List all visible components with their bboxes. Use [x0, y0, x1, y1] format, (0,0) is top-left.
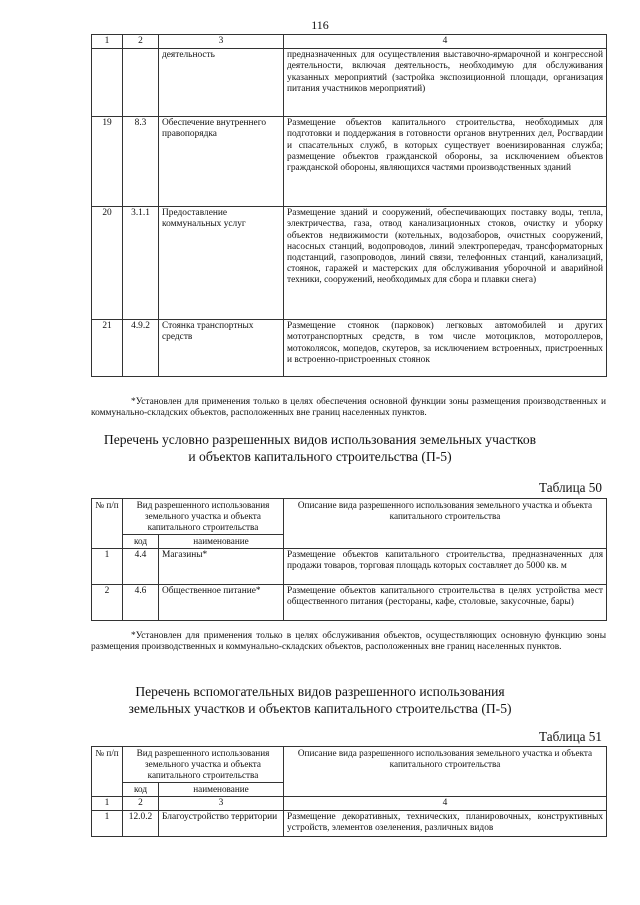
- table-row: [92, 207, 607, 320]
- table-column-numbers: [92, 35, 607, 49]
- table-row: [92, 811, 607, 837]
- col-number: 2: [123, 35, 159, 49]
- page-number: 116: [311, 18, 329, 32]
- row-description: Размещение декоративных, технических, планировочных, конструктивных устройств, элементов озеленения, различных видов: [284, 811, 607, 837]
- row-code: [123, 49, 159, 117]
- header-name: наименование: [159, 535, 284, 549]
- heading-line: Перечень условно разрешенных видов использования земельных участков: [103, 432, 537, 447]
- col-number: 1: [92, 797, 123, 811]
- header-number: № п/п: [92, 747, 123, 797]
- row-name: Благоустройство территории: [159, 811, 284, 837]
- col-number: 3: [159, 35, 284, 49]
- heading-line: и объектов капитального строительства (П-5): [188, 449, 452, 464]
- section-heading: [60, 431, 580, 465]
- table-header-row: [92, 747, 607, 783]
- footnote: *Установлен для применения только в целях обеспечения основной функции зоны размещения производственных и коммунально-складских объектов, расположенных вне границ населенных пунктов.: [91, 397, 606, 419]
- row-code: 3.1.1: [123, 207, 159, 320]
- table-row: [92, 585, 607, 621]
- row-code: 4.6: [123, 585, 159, 621]
- header-kind: Вид разрешенного использования земельного участка и объекта капитального строительства: [123, 747, 284, 783]
- table-header-row: [92, 499, 607, 535]
- section-heading: [60, 683, 580, 717]
- col-number: 4: [284, 35, 607, 49]
- table-51: [91, 746, 607, 837]
- row-name: Стоянка транспортных средств: [159, 320, 284, 377]
- row-name: Общественное питание*: [159, 585, 284, 621]
- row-description: Размещение объектов капитального строительства, необходимых для подготовки и поддержания в готовности органов внутренних дел, Росгвардии и спасательных служб, в которых существует военизированная служба; размещение объектов гражданской обороны, за исключением объектов гражданской обороны, являющихся частями производственных зданий: [284, 117, 607, 207]
- header-number: № п/п: [92, 499, 123, 549]
- row-code: 4.4: [123, 549, 159, 585]
- row-number: 19: [92, 117, 123, 207]
- table-continued: [91, 34, 607, 377]
- row-number: 21: [92, 320, 123, 377]
- table-row: [92, 320, 607, 377]
- row-number: 20: [92, 207, 123, 320]
- footnote: *Установлен для применения только в целях обслуживания объектов, осуществляющих основную функцию зоны размещения производственных и коммунально-складских объектов, расположенных вне границ населенных пунктов.: [91, 631, 606, 653]
- row-code: 8.3: [123, 117, 159, 207]
- col-number: 4: [284, 797, 607, 811]
- table-label: Таблица 50: [539, 480, 602, 495]
- row-name: Предоставление коммунальных услуг: [159, 207, 284, 320]
- header-code: код: [123, 783, 159, 797]
- header-name: наименование: [159, 783, 284, 797]
- table-label: Таблица 51: [539, 729, 602, 744]
- row-code: 12.0.2: [123, 811, 159, 837]
- row-number: [92, 49, 123, 117]
- table-row: [92, 549, 607, 585]
- row-number: 1: [92, 549, 123, 585]
- col-number: 2: [123, 797, 159, 811]
- table-column-numbers: [92, 797, 607, 811]
- row-name: деятельность: [159, 49, 284, 117]
- heading-line: Перечень вспомогательных видов разрешенного использования: [135, 684, 505, 699]
- row-description: Размещение стоянок (парковок) легковых автомобилей и других мототранспортных средств, в том числе мотоциклов, мотороллеров, мотоколясок, мопедов, скутеров, за исключением встроенных, пристроенных и встроенно-пристроенных стоянок: [284, 320, 607, 377]
- row-description: предназначенных для осуществления выставочно-ярмарочной и конгрессной деятельности, включая деятельность, необходимую для обслуживания указанных мероприятий (застройка экспозиционной площади, организация питания участников мероприятий): [284, 49, 607, 117]
- row-code: 4.9.2: [123, 320, 159, 377]
- header-description: Описание вида разрешенного использования земельного участка и объекта капитального строительства: [284, 747, 607, 797]
- col-number: 3: [159, 797, 284, 811]
- heading-line: земельных участков и объектов капитального строительства (П-5): [128, 701, 512, 716]
- header-description: Описание вида разрешенного использования земельного участка и объекта капитального строительства: [284, 499, 607, 549]
- row-description: Размещение объектов капитального строительства, предназначенных для продажи товаров, торговая площадь которых составляет до 5000 кв. м: [284, 549, 607, 585]
- col-number: 1: [92, 35, 123, 49]
- table-row: [92, 117, 607, 207]
- row-name: Обеспечение внутреннего правопорядка: [159, 117, 284, 207]
- row-description: Размещение зданий и сооружений, обеспечивающих поставку воды, тепла, электричества, газа, отвод канализационных стоков, очистку и уборку объектов недвижимости (котельных, водозаборов, очистных сооружений, насосных станций, водопроводов, линий электропередач, трансформаторных подстанций, газопроводов, линий связи, телефонных станций, канализаций, стоянок, гаражей и мастерских для обслуживания уборочной и аварийной техники, сооружений, необходимых для сбора и плавки снега): [284, 207, 607, 320]
- table-50: [91, 498, 607, 621]
- header-code: код: [123, 535, 159, 549]
- row-name: Магазины*: [159, 549, 284, 585]
- row-number: 2: [92, 585, 123, 621]
- header-kind: Вид разрешенного использования земельного участка и объекта капитального строительства: [123, 499, 284, 535]
- row-number: 1: [92, 811, 123, 837]
- row-description: Размещение объектов капитального строительства в целях устройства мест общественного питания (рестораны, кафе, столовые, закусочные, бары): [284, 585, 607, 621]
- table-row: [92, 49, 607, 117]
